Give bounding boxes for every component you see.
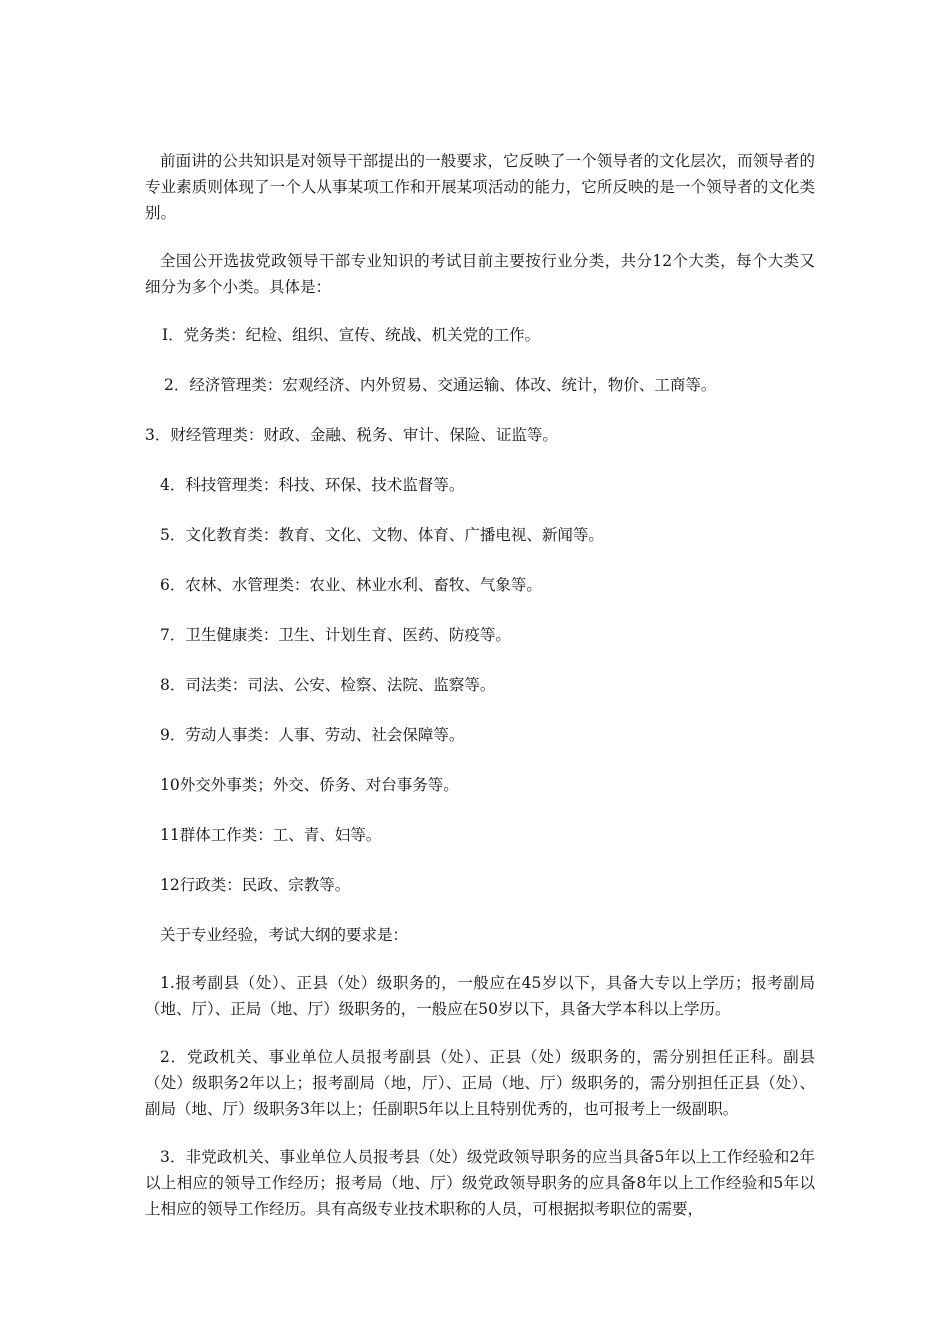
requirements-intro: 关于专业经验，考试大纲的要求是： — [160, 926, 409, 944]
intro-paragraph-1: 前面讲的公共知识是对领导干部提出的一般要求，它反映了一个领导者的文化层次，而领导者的专业素质则体现了一个人从事某项工作和开展某项活动的能力，它所反映的是一个领导者的文化类别。 — [145, 152, 815, 222]
category-item-7: 7．卫生健康类：卫生、计划生育、医药、防疫等。 — [160, 626, 511, 644]
category-item-3: 3．财经管理类：财政、金融、税务、审计、保险、证监等。 — [145, 426, 558, 444]
category-item-11: 11群体工作类：工、青、妇等。 — [160, 826, 382, 844]
category-item-12: 12行政类：民政、宗教等。 — [160, 876, 351, 894]
category-item-6: 6．农林、水管理类：农业、林业水利、畜牧、气象等。 — [160, 576, 542, 594]
category-item-4: 4．科技管理类：科技、环保、技术监督等。 — [160, 476, 465, 494]
document-page — [145, 148, 815, 1244]
category-item-9: 9．劳动人事类：人事、劳动、社会保障等。 — [160, 726, 465, 744]
requirement-1: 1.报考副县（处）、正县（处）级职务的，一般应在45岁以下，具备大专以上学历；报考副局（地、厅）、正局（地、厅）级职务的，一般应在50岁以下，具备大学本科以上学历。 — [145, 974, 815, 1018]
requirement-2: 2．党政机关、事业单位人员报考副县（处）、正县（处）级职务的，需分别担任正科。副县（处）级职务2年以上；报考副局（地，厅）、正局（地、厅）级职务的，需分别担任正县（处）、副局（地、厅）级职务3年以上；任副职5年以上且特别优秀的，也可报考上一级副职。 — [145, 1048, 815, 1118]
category-item-5: 5．文化教育类：教育、文化、文物、体育、广播电视、新闻等。 — [160, 526, 604, 544]
category-item-8: 8．司法类：司法、公安、检察、法院、监察等。 — [160, 676, 496, 694]
requirement-3: 3．非党政机关、事业单位人员报考县（处）级党政领导职务的应当具备5年以上工作经验和2年以上相应的领导工作经历；报考局（地、厅）级党政领导职务的应具备8年以上工作经验和5年以上相应的领导工作经历。具有高级专业技术职称的人员，可根据拟考职位的需要， — [145, 1148, 815, 1218]
category-item-10: 10外交外事类；外交、侨务、对台事务等。 — [160, 776, 459, 794]
category-item-1: I．党务类：纪检、组织、宣传、统战、机关党的工作。 — [162, 326, 541, 344]
category-item-2: 2．经济管理类：宏观经济、内外贸易、交通运输、体改、统计，物价、工商等。 — [164, 376, 717, 394]
intro-paragraph-2: 全国公开选拔党政领导干部专业知识的考试目前主要按行业分类，共分12个大类，每个大类又细分为多个小类。具体是： — [145, 252, 815, 296]
